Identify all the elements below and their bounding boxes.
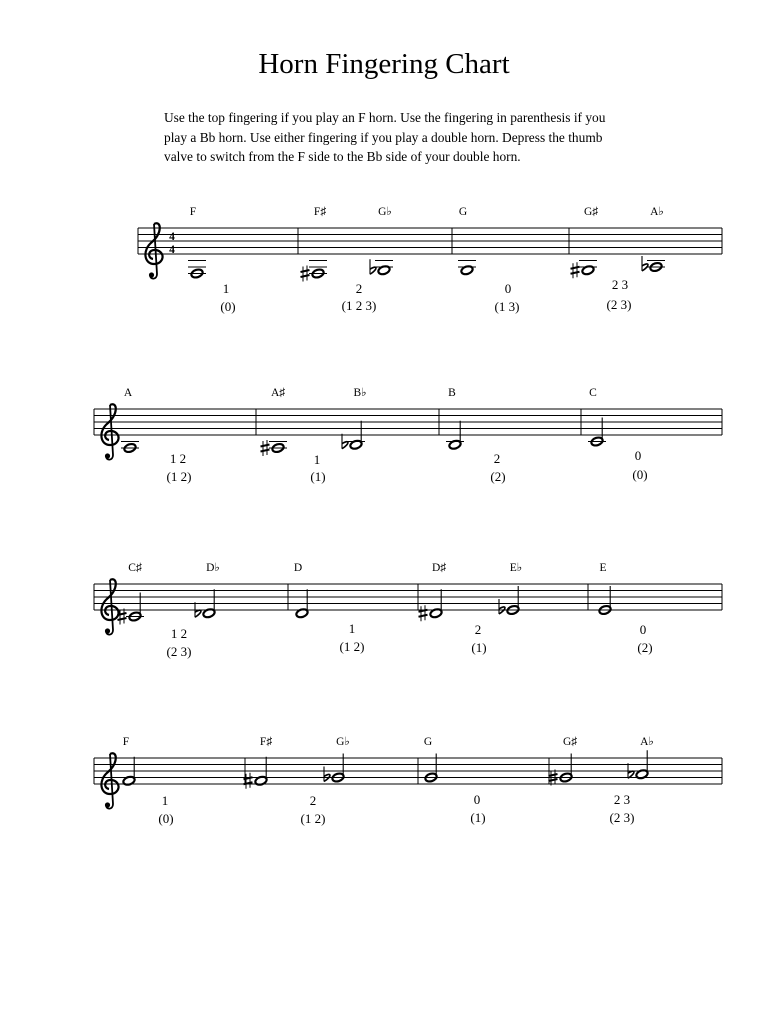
note-name-label: E♭ (509, 562, 523, 574)
time-signature-bottom: 4 (169, 244, 175, 256)
flat-icon (324, 767, 330, 782)
f-horn-fingering: 0 (639, 622, 647, 637)
f-horn-fingering: 2 (493, 451, 501, 466)
f-horn-fingering: 1 (161, 793, 169, 808)
intro-line: play a Bb horn. Use either fingering if you play a double horn. Depress the thumb (164, 129, 603, 145)
staff-system (94, 409, 722, 448)
treble-clef-icon (101, 404, 118, 459)
f-horn-fingering: 1 2 (169, 451, 187, 466)
bb-horn-fingering: (1 2 3) (341, 298, 377, 313)
f-horn-fingering: 1 2 (170, 626, 188, 641)
note-name-label: G♯ (562, 736, 578, 748)
note-name-label: E (599, 562, 607, 574)
sharp-icon (301, 266, 310, 282)
bb-horn-fingering: (1 2) (300, 811, 326, 826)
treble-clef-icon (101, 579, 118, 634)
note-name-label: A♭ (640, 736, 654, 748)
flat-bowl (342, 442, 348, 449)
bb-horn-fingering: (1) (470, 810, 486, 825)
note-name-label: A♭ (650, 206, 664, 218)
time-signature-top: 4 (169, 231, 175, 243)
sharp-stroke (419, 615, 428, 617)
clef-dot (105, 628, 110, 633)
staff-system (94, 584, 722, 617)
note-name-label: G♭ (378, 206, 392, 218)
note-name-label: C♯ (128, 562, 142, 574)
flat-bowl (370, 267, 376, 274)
note-name-label: D (293, 562, 303, 574)
bb-horn-fingering: (1) (310, 469, 326, 484)
note-name-label: D♭ (206, 562, 220, 574)
sharp-icon (571, 262, 580, 278)
f-horn-fingering: 0 (473, 792, 481, 807)
bb-horn-fingering: (2 3) (606, 297, 632, 312)
bb-horn-fingering: (0) (632, 467, 648, 482)
f-horn-fingering: 2 3 (613, 792, 631, 807)
sharp-icon (419, 605, 428, 621)
bb-horn-fingering: (2 3) (609, 810, 635, 825)
f-horn-fingering: 2 (309, 793, 317, 808)
sharp-stroke (261, 445, 270, 447)
sharp-stroke (571, 267, 580, 269)
note-name-label: G (423, 736, 433, 748)
flat-bowl (195, 610, 201, 617)
note-name-label: F♯ (259, 736, 273, 748)
flat-icon (642, 256, 648, 271)
note-name-label: A (123, 387, 133, 399)
bb-horn-fingering: (1 2) (339, 639, 365, 654)
intro-line: valve to switch from the F side to the Bb side of your double horn. (164, 149, 521, 164)
flat-bowl (642, 264, 648, 271)
bb-horn-fingering: (2 3) (166, 644, 192, 659)
f-horn-fingering: 2 (474, 622, 482, 637)
note-name-label: F♯ (313, 206, 327, 218)
flat-icon (342, 434, 348, 449)
bb-horn-fingering: (1 2) (166, 469, 192, 484)
clef-dot (105, 453, 110, 458)
treble-clef-icon (145, 223, 162, 278)
sharp-icon (261, 440, 270, 456)
f-horn-fingering: 2 3 (611, 277, 629, 292)
note-name-label: B (448, 387, 456, 399)
clef-dot (149, 272, 154, 277)
sharp-stroke (118, 618, 127, 620)
note-name-label: G♭ (336, 736, 350, 748)
sharp-stroke (301, 270, 310, 272)
bb-horn-fingering: (2) (490, 469, 506, 484)
sharp-stroke (549, 779, 558, 781)
bb-horn-fingering: (2) (637, 640, 653, 655)
flat-icon (370, 259, 376, 274)
intro-line: Use the top fingering if you play an F horn. Use the fingering in parenthesis if you (164, 110, 606, 125)
sharp-stroke (549, 774, 558, 776)
note-name-label: G (458, 206, 468, 218)
note-name-label: B♭ (353, 387, 367, 399)
bb-horn-fingering: (0) (220, 299, 236, 314)
page-title: Horn Fingering Chart (258, 48, 510, 80)
bb-horn-fingering: (1) (471, 640, 487, 655)
staff-system (138, 228, 722, 274)
f-horn-fingering: 1 (348, 621, 356, 636)
bb-horn-fingering: (0) (158, 811, 174, 826)
f-horn-fingering: 2 (355, 281, 363, 296)
note-name-label: D♯ (431, 562, 447, 574)
note-name-label: F (122, 736, 130, 748)
sharp-stroke (301, 275, 310, 277)
flat-icon (499, 599, 505, 614)
clef-dot (105, 802, 110, 807)
note-name-label: G♯ (583, 206, 599, 218)
f-horn-fingering: 1 (313, 452, 321, 467)
sharp-stroke (571, 272, 580, 274)
sharp-stroke (261, 450, 270, 452)
bb-horn-fingering: (1 3) (494, 299, 520, 314)
note-name-label: A♯ (270, 387, 286, 399)
treble-clef-icon (101, 753, 118, 808)
note-name-label: C (589, 387, 597, 399)
f-horn-fingering: 1 (222, 281, 230, 296)
f-horn-fingering: 0 (504, 281, 512, 296)
f-horn-fingering: 0 (634, 448, 642, 463)
note-name-label: F (189, 206, 197, 218)
